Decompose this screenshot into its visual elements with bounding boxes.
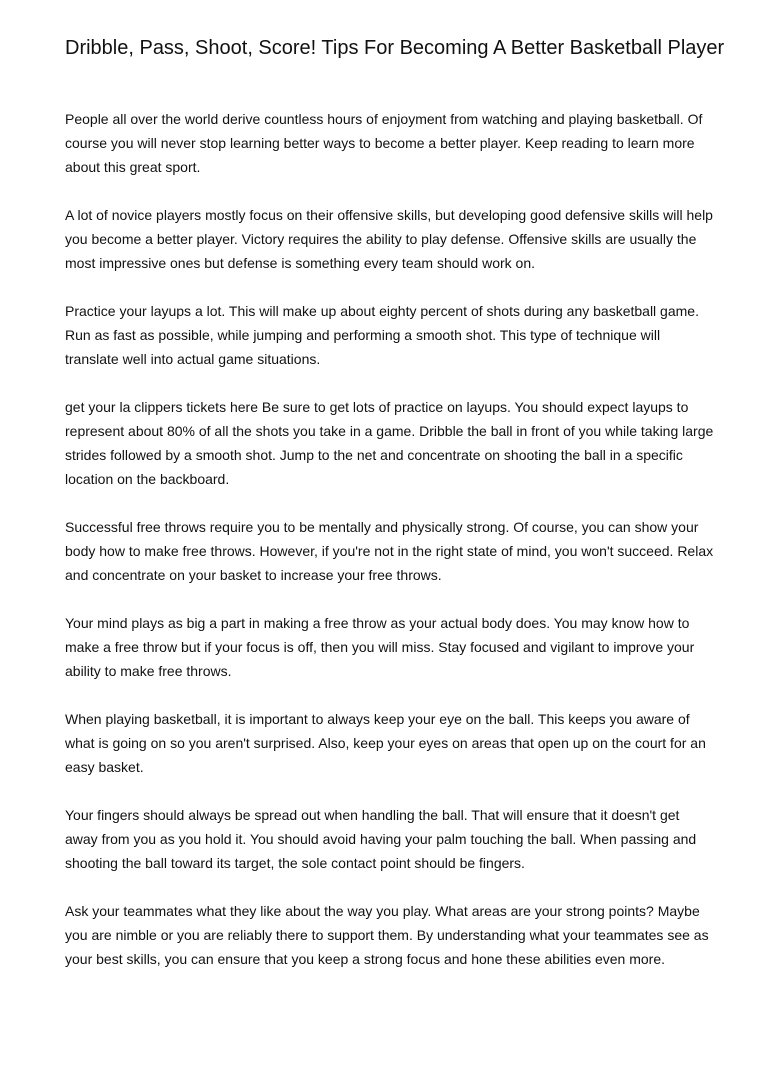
paragraph: Practice your layups a lot. This will make up about eighty percent of shots during any basketball game. Run as fast as possible, while jumping and performing a smooth shot. This type of technique will translate well into actual game situations. <box>65 303 699 367</box>
paragraph: Ask your teammates what they like about the way you play. What areas are your strong points? Maybe you are nimble or you are reliably there to support them. By understanding what your teammates see as your best skills, you can ensure that you keep a strong focus and hone these abilities even more. <box>65 903 709 967</box>
paragraph: Your mind plays as big a part in making a free throw as your actual body does. You may know how to make a free throw but if your focus is off, then you will miss. Stay focused and vigilant to improve your ability to make free throws. <box>65 615 695 679</box>
paragraph: get your la clippers tickets here Be sure to get lots of practice on layups. You should expect layups to represent about 80% of all the shots you take in a game. Dribble the ball in front of you while taking large strides followed by a smooth shot. Jump to the net and concentrate on shooting the ball in a specific location on the backboard. <box>65 399 714 487</box>
document-body <box>65 107 715 995</box>
paragraph: Your fingers should always be spread out when handling the ball. That will ensure that it doesn't get away from you as you hold it. You should avoid having your palm touching the ball. When passing and shooting the ball toward its target, the sole contact point should be fingers. <box>65 807 697 871</box>
paragraph: Successful free throws require you to be mentally and physically strong. Of course, you can show your body how to make free throws. However, if you're not in the right state of mind, you won't succeed. Relax and concentrate on your basket to increase your free throws. <box>65 519 714 583</box>
paragraph: People all over the world derive countless hours of enjoyment from watching and playing basketball. Of course you will never stop learning better ways to become a better player. Keep reading to learn more about this great sport. <box>65 111 703 175</box>
paragraph: A lot of novice players mostly focus on their offensive skills, but developing good defensive skills will help you become a better player. Victory requires the ability to play defense. Offensive skills are usually the most impressive ones but defense is something every team should work on. <box>65 207 713 271</box>
document-title: Dribble, Pass, Shoot, Score! Tips For Becoming A Better Basketball Player <box>65 37 725 59</box>
paragraph: When playing basketball, it is important to always keep your eye on the ball. This keeps you aware of what is going on so you aren't surprised. Also, keep your eyes on areas that open up on the court for an easy basket. <box>65 711 706 775</box>
